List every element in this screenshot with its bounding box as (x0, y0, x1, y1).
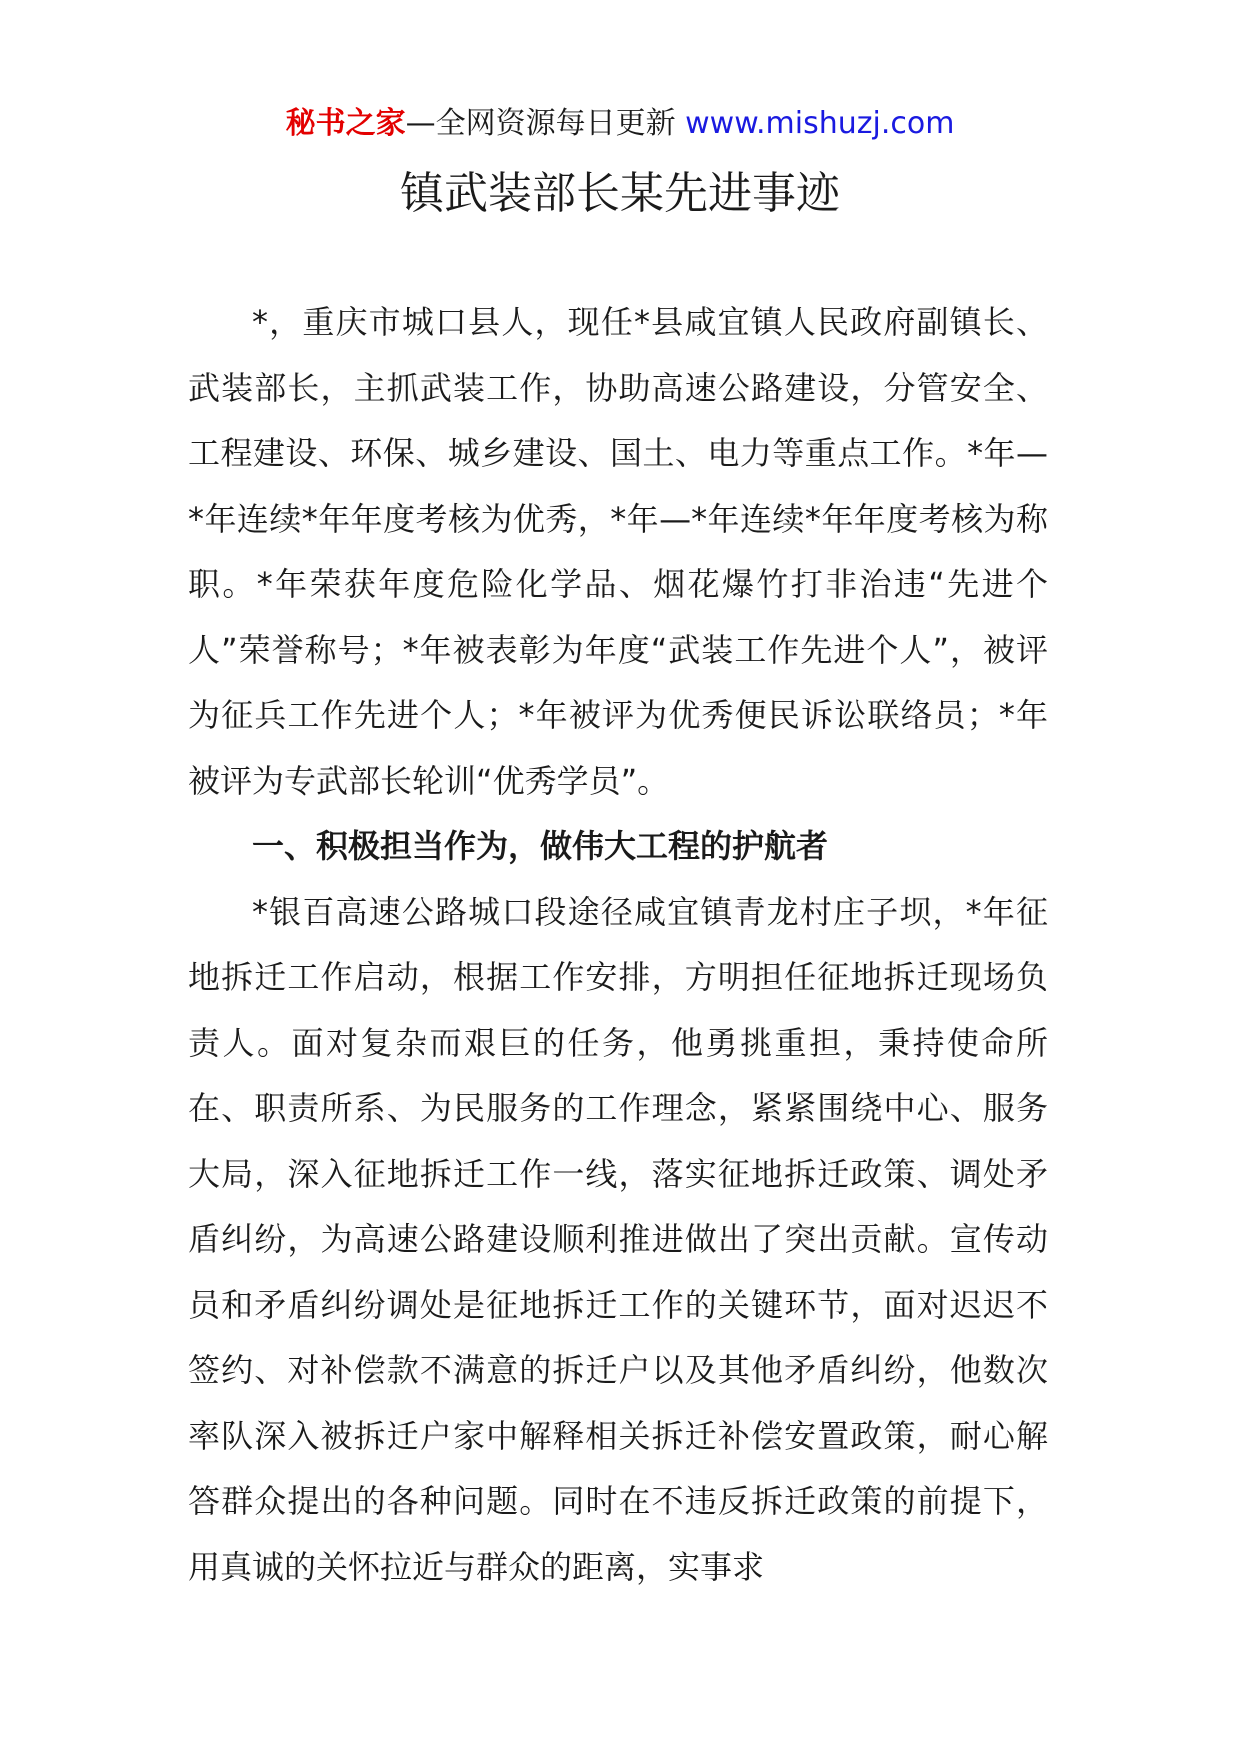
page-header (0, 102, 1240, 146)
header-tagline: —全网资源每日更新 (405, 106, 676, 141)
paragraph-section-1: *银百高速公路城口段途径咸宜镇青龙村庄子坝，*年征地拆迁工作启动，根据工作安排，方明担任征地拆迁现场负责人。面对复杂而艰巨的任务，他勇挑重担，秉持使命所在、职责所系、为民服务的工作理念，紧紧围绕中心、服务大局，深入征地拆迁工作一线，落实征地拆迁政策、调处矛盾纠纷，为高速公路建设顺利推进做出了突出贡献。宣传动员和矛盾纠纷调处是征地拆迁工作的关键环节，面对迟迟不签约、对补偿款不满意的拆迁户以及其他矛盾纠纷，他数次率队深入被拆迁户家中解释相关拆迁补偿安置政策，耐心解答群众提出的各种问题。同时在不违反拆迁政策的前提下，用真诚的关怀拉近与群众的距离，实事求 (188, 892, 1048, 1586)
section-heading: 一、积极担当作为，做伟大工程的护航者 (252, 827, 829, 865)
paragraph-intro: *，重庆市城口县人，现任*县咸宜镇人民政府副镇长、武装部长，主抓武装工作，协助高速公路建设，分管安全、工程建设、环保、城乡建设、国土、电力等重点工作。*年—*年连续*年年度考核为优秀，*年—*年连续*年年度考核为称职。*年荣获年度危险化学品、烟花爆竹打非治违“先进个人”荣誉称号；*年被表彰为年度“武装工作先进个人”，被评为征兵工作先进个人；*年被评为优秀便民诉讼联络员；*年被评为专武部长轮训“优秀学员”。 (188, 303, 1048, 800)
document-title: 镇武装部长某先进事迹 (400, 168, 840, 219)
brand-name: 秘书之家 (285, 106, 406, 141)
document-body (188, 290, 1048, 1600)
site-url-link[interactable]: www.mishuzj.com (685, 106, 955, 141)
